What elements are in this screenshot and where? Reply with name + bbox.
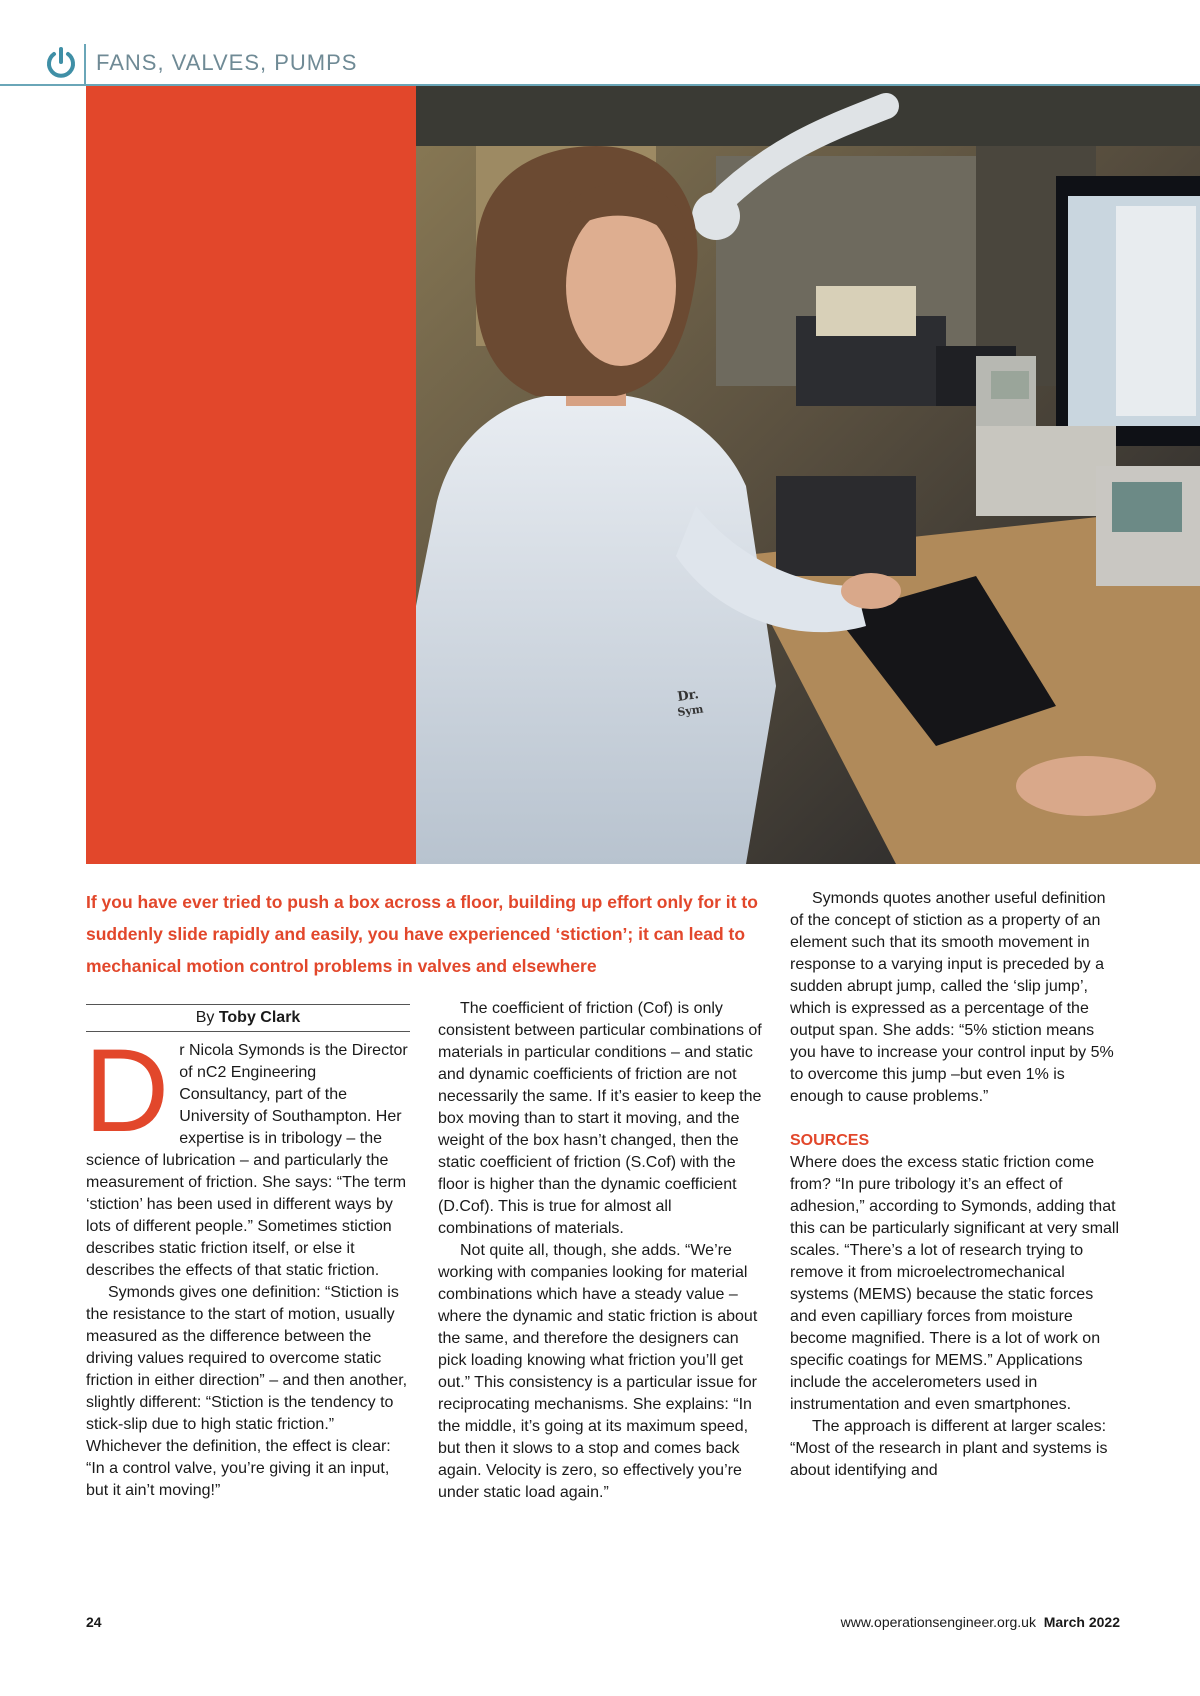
paragraph: The coefficient of friction (Cof) is only consistent between particular combinations of materials in particular conditions – and static and dynamic coefficients of friction are not necessarily the same. If it’s easier to keep the box moving than to start it moving, and the weight of the box hasn’t changed, then the static coefficient of friction (S.Cof) with the floor is higher than the dynamic coefficient (D.Cof). This is true for almost all combinations of materials. bbox=[438, 1000, 762, 1237]
paragraph: Symonds quotes another useful definition of the concept of stiction as a property of an element such that its smooth movement in response to a varying input is preceded by a sudden abrupt jump, called the ‘slip jump’, which is expressed as a percentage of the output span. She adds: “5% stiction means you have to increase your control input by 5% to overcome this jump –but even 1% is enough to cause problems.” bbox=[790, 890, 1114, 1105]
page-number: 24 bbox=[86, 1614, 102, 1630]
svg-text:Sym: Sym bbox=[676, 702, 705, 719]
body-column-1 bbox=[84, 1025, 410, 1502]
drop-cap: D bbox=[84, 1025, 170, 1157]
section-label: FANS, VALVES, PUMPS bbox=[96, 50, 358, 75]
paragraph: Symonds gives one definition: “Stiction is the resistance to the start of motion, usually measured as the difference between the driving values required to overcome static friction in either direction” – and then another, slightly different: “Stiction is the tendency to stick-slip due to high static friction.” Whichever the definition, the effect is clear: “In a control valve, you’re giving it an input, but it ain’t moving!” bbox=[86, 1284, 408, 1499]
byline-prefix: By bbox=[195, 1009, 215, 1026]
hero-photo bbox=[416, 86, 1200, 864]
paragraph: Where does the excess static friction come from? “In pure tribology it’s an effect of adhesion,” according to Symonds, adding that this can be particularly significant at very small scales. “There’s a lot of research trying to remove it from microelectromechanical systems (MEMS) because the static forces and even capilliary forces from moisture become magnified. There is a lot of work on specific coatings for MEMS.” Applications include the accelerometers used in instrumentation and even smartphones. bbox=[790, 1154, 1120, 1413]
standfirst: If you have ever tried to push a box across a floor, building up effort only for it to suddenly slide rapidly and easily, you have experienced ‘stiction’; it can lead to mechanical motion control problems in valves and elsewhere bbox=[86, 892, 758, 976]
lab-scene-image bbox=[416, 86, 1200, 864]
footer-url: www.operationsengineer.org.uk bbox=[840, 1614, 1036, 1630]
svg-text:Dr.: Dr. bbox=[676, 687, 700, 705]
paragraph: Not quite all, though, she adds. “We’re working with companies looking for material combinations which have a steady value – where the dynamic and static friction is about the same, and therefore the designers can pick loading knowing what friction you’ll get out.” This consistency is a particular issue for reciprocating mechanisms. She explains: “In the middle, it’s going at its maximum speed, but then it slows to a stop and comes back again. Velocity is zero, so effectively you’re under static load again.” bbox=[438, 1242, 758, 1501]
paragraph bbox=[84, 1025, 410, 1282]
body-column-3 bbox=[790, 888, 1120, 1482]
header-divider bbox=[84, 44, 86, 86]
paragraph: The approach is different at larger scales: “Most of the research in plant and systems is about identifying and bbox=[790, 1418, 1108, 1479]
title-block bbox=[86, 86, 416, 864]
footer-date: March 2022 bbox=[1043, 1614, 1120, 1630]
paragraph-text: r Nicola Symonds is the Director of nC2 Engineering Consultancy, part of the University of Southampton. Her expertise is in tribology – the science of lubrication – and particularly the measurement of friction. She says: “The term ‘stiction’ has been used in different ways by lots of different people.” Sometimes stiction describes static friction itself, or else it describes the effects of that static friction. bbox=[86, 1042, 408, 1279]
byline-author: Toby Clark bbox=[218, 1009, 301, 1026]
body-column-2 bbox=[438, 998, 768, 1504]
power-icon bbox=[44, 46, 78, 80]
footer-info bbox=[841, 1614, 1120, 1630]
subheading: SOURCES bbox=[790, 1132, 870, 1149]
